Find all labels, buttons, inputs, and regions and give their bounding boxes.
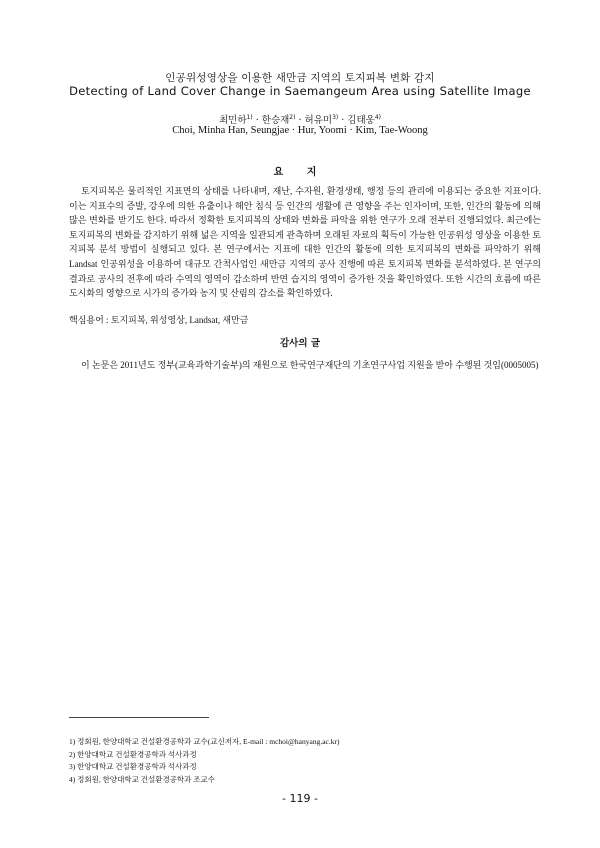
- author-footnote-mark: 4): [374, 113, 381, 121]
- author-footnote-mark: 1): [246, 113, 253, 121]
- author-footnote-mark: 2): [289, 113, 296, 121]
- author-name: 한승재: [261, 115, 290, 126]
- page-number: - 119 -: [282, 792, 318, 805]
- footnote-item: 3) 한양대학교 건설환경공학과 석사과정: [69, 762, 197, 771]
- english-title: Detecting of Land Cover Change in Saemangeum Area using Satellite Image: [69, 84, 531, 98]
- author-name: 최민하: [219, 115, 247, 126]
- author-separator: ·: [338, 115, 348, 126]
- footnote-item: 2) 한양대학교 건설환경공학과 석사과정: [69, 749, 197, 759]
- acknowledgement-heading: 감사의 글: [279, 338, 320, 349]
- abstract-heading: 요 지: [273, 167, 327, 178]
- footnote-divider: [69, 717, 209, 718]
- acknowledgement-body: 이 논문은 2011년도 정부(교육과학기술부)의 재원으로 한국연구재단의 기초연구사업 지원을 받아 수행된 것임(0005005): [81, 360, 539, 370]
- footnote-item: 4) 정회원, 한양대학교 건설환경공학과 조교수: [69, 774, 216, 784]
- author-name: 허유미: [304, 115, 333, 126]
- korean-title: 인공위성영상을 이용한 새만금 지역의 토지피복 변화 감지: [165, 72, 435, 84]
- footnotes: [69, 736, 339, 786]
- author-separator: ·: [252, 115, 262, 126]
- keywords: 핵심용어 : 토지피복, 위성영상, Landsat, 새만금: [69, 315, 249, 325]
- abstract-body: 토지피복은 물리적인 지표면의 상태를 나타내며, 재난, 수자원, 환경생태, 행정 등의 관리에 이용되는 중요한 지표이다. 이는 지표수의 증발, 강우에 의한 유출이나 해안 침식 등 인간의 생활에 큰 영향을 주는 인자이며, 또한, 인간의 활동에 의해 많은 변화를 받기도 한다. 따라서 정확한 토지피복의 상태와 변화를 파악을 위한 연구가 오래 전부터 진행되었다. 최근에는 토지피복의 변화를 감지하기 위해 넓은 지역을 일관되게 관측하며 오래된 자료의 획득이 가능한 인공위성 영상을 이용한 토지피복 분석 방법이 실행되고 있다. 본 연구에서는 지표에 대한 인간의 활동에 의한 토지피복의 변화를 파악하기 위해 Landsat 인공위성을 이용하여 대규모 간척사업인 새만금 지역의 공사 진행에 따른 토지피복 변화를 분석하였다. 본 연구의 결과로 공사의 전후에 따라 수역의 영역이 감소하며 반면 습지의 영역이 증가한 것을 확인하였다. 또한 시간의 흐름에 따른 도시화의 영향으로 시가의 증가와 농지 및 산림의 감소를 확인하였다.: [69, 186, 541, 299]
- english-authors: Choi, Minha Han, Seungjae · Hur, Yoomi · Kim, Tae-Woong: [172, 125, 428, 136]
- korean-authors: [0, 112, 600, 126]
- author-name: 김태웅: [347, 115, 375, 126]
- author-separator: ·: [295, 115, 305, 126]
- author-footnote-mark: 3): [332, 113, 339, 121]
- footnote-item: 1) 정회원, 한양대학교 건설환경공학과 교수(교신저자, E-mail : mchoi@hanyang.ac.kr): [69, 737, 340, 746]
